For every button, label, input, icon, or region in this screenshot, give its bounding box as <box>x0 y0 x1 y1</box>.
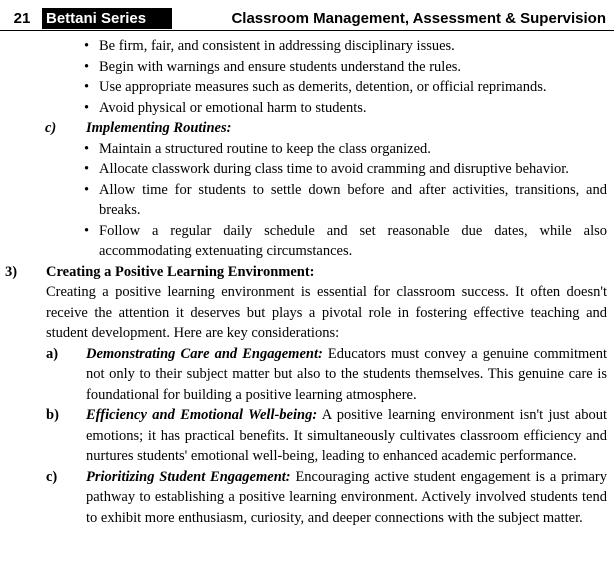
bullet-list-discipline <box>0 36 614 118</box>
subsection-heading <box>45 118 607 139</box>
list-item: • Avoid physical or emotional harm to students. <box>99 98 607 119</box>
page-header <box>0 5 614 31</box>
item-label: c) <box>46 468 58 485</box>
item-label: b) <box>46 407 59 423</box>
list-item: • Begin with warnings and ensure students understand the rules. <box>99 57 607 78</box>
list-item <box>46 344 607 406</box>
bullet-list-routines <box>0 139 614 262</box>
list-item: • Allow time for students to settle down before and after activities, transitions, and breaks. <box>84 181 607 218</box>
list-item: • Be firm, fair, and consistent in addressing disciplinary issues. <box>99 36 607 57</box>
list-item: • Follow a regular daily schedule and set reasonable due dates, while also accommodating extenuating circumstances. <box>84 222 607 259</box>
series-label: Bettani Series <box>42 8 172 29</box>
bullet-icon: • <box>84 58 90 75</box>
bullet-icon: • <box>84 140 90 157</box>
section-title: Creating a Positive Learning Environment: <box>46 263 315 280</box>
item-title: Prioritizing Student Engagement: <box>86 468 291 485</box>
bullet-icon: • <box>84 99 90 116</box>
list-item <box>46 467 607 529</box>
section-intro: Creating a positive learning environment is essential for classroom success. It often doesn't receive the attention it deserves but plays a pivotal role in fostering effective teaching and student development. Here are key considerations: <box>46 284 607 341</box>
list-item <box>46 405 607 467</box>
item-title: Demonstrating Care and Engagement: <box>86 345 323 362</box>
list-item: • Maintain a structured routine to keep the class organized. <box>99 139 607 160</box>
list-item: • Allocate classwork during class time to avoid cramming and disruptive behavior. <box>99 159 607 180</box>
bullet-icon: • <box>84 161 90 177</box>
item-text: Encouraging active student engagement is a primary pathway to establishing a positive learning environment. Actively involved students tend to exhibit more enthusiasm, curiosity, and deeper connections with the subject matter. <box>86 468 607 526</box>
section-label: 3) <box>5 263 18 280</box>
bullet-icon: • <box>84 38 90 54</box>
item-text: A positive learning environment isn't just about emotions; it has practical benefits. It simultaneously cultivates classroom efficiency and nurtures students' emotional well-being, leading to enhanced academic performance. <box>86 407 607 464</box>
list-item: • Use appropriate measures such as demerits, detention, or official reprimands. <box>99 77 607 98</box>
page-number: 21 <box>13 10 31 27</box>
item-title: Efficiency and Emotional Well-being: <box>86 407 318 423</box>
bullet-icon: • <box>84 79 90 95</box>
subsection-title: Implementing Routines: <box>86 120 232 136</box>
section-heading <box>5 262 607 283</box>
bullet-icon: • <box>84 222 90 239</box>
subsection-label: c) <box>45 120 57 136</box>
header-title: Classroom Management, Assessment & Supervision <box>231 10 606 27</box>
item-label: a) <box>46 345 59 362</box>
bullet-icon: • <box>84 181 90 198</box>
document-body <box>0 36 614 528</box>
item-text: Educators must convey a genuine commitment not only to their subject matter but also to the students themselves. This genuine care is foundational for building a positive learning atmosphere. <box>86 345 607 403</box>
